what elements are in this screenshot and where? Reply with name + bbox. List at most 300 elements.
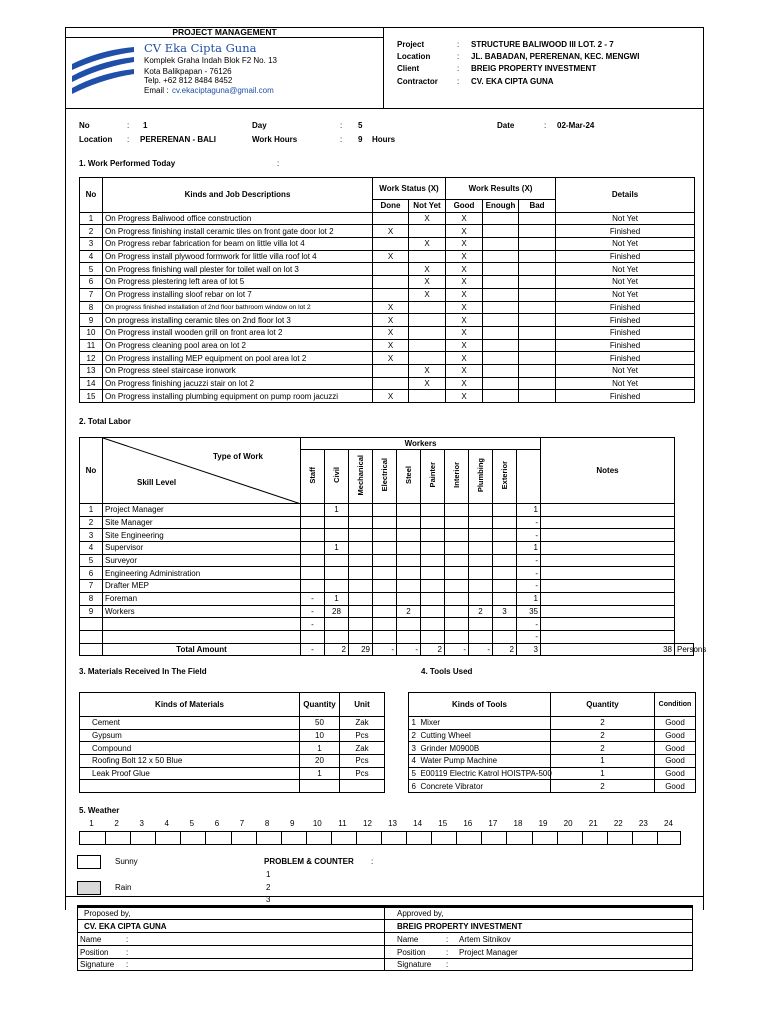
labor-col-label: Plumbing	[476, 458, 485, 493]
labor-row-cell	[445, 630, 469, 643]
work-row-not-yet: X	[409, 238, 446, 251]
weather-hour-label: 24	[664, 819, 673, 828]
work-row-bad	[519, 364, 556, 377]
work-header-kinds: Kinds and Job Descriptions	[103, 178, 373, 213]
work-row-bad	[519, 212, 556, 225]
company-email[interactable]: cv.ekaciptaguna@gmail.com	[172, 86, 274, 95]
labor-row-cell	[445, 504, 469, 517]
labor-row-no: 7	[80, 580, 103, 593]
work-row-desc: On progress finished installation of 2nd floor bathroom window on lot 2	[103, 301, 373, 314]
table-row	[80, 250, 695, 263]
work-row-not-yet	[409, 339, 446, 352]
material-unit: Zak	[340, 742, 385, 755]
weather-hour-cell[interactable]	[180, 832, 205, 844]
work-row-desc: On progress installing ceramic tiles on 2nd floor lot 3	[103, 314, 373, 327]
labor-row-cell: 3	[493, 605, 517, 618]
labor-row-cell	[445, 605, 469, 618]
labor-col-label: Civil	[332, 467, 341, 483]
labor-total-cell: 29	[349, 643, 373, 656]
labor-total-row	[80, 643, 694, 656]
labor-row-cell	[301, 504, 325, 517]
work-row-no: 4	[80, 250, 103, 263]
weather-hour-cell[interactable]	[557, 832, 582, 844]
work-row-good: X	[446, 250, 483, 263]
labor-col-label: Mechanical	[356, 454, 365, 496]
labor-row-no: 4	[80, 542, 103, 555]
labor-grand-total: 38	[541, 643, 675, 656]
work-row-desc: On Progress plestering left area of lot 5	[103, 276, 373, 289]
table-row	[80, 263, 695, 276]
work-header-results: Work Results (X)	[446, 178, 556, 200]
work-row-desc: On Progress finishing wall plester for toilet wall on lot 3	[103, 263, 373, 276]
work-row-bad	[519, 288, 556, 301]
labor-total-cell: 2	[421, 643, 445, 656]
material-qty: 50	[300, 717, 340, 730]
work-row-no: 6	[80, 276, 103, 289]
labor-row-notes	[541, 516, 675, 529]
labor-header-skill-label: Skill Level	[137, 478, 177, 487]
labor-row-cell	[493, 567, 517, 580]
labor-row-cell	[373, 605, 397, 618]
labor-header-row	[80, 438, 694, 450]
labor-total-cell: 2	[325, 643, 349, 656]
labor-row-cell	[421, 580, 445, 593]
proposed-colon: :	[126, 935, 129, 944]
work-row-detail: Finished	[556, 301, 695, 314]
work-row-good: X	[446, 339, 483, 352]
work-header-done: Done	[373, 200, 409, 213]
labor-row-no	[80, 618, 103, 631]
work-row-desc: On Progress cleaning pool area on lot 2	[103, 339, 373, 352]
labor-row-cell	[397, 516, 421, 529]
labor-row-name	[103, 618, 301, 631]
work-row-bad	[519, 250, 556, 263]
work-row-detail: Finished	[556, 352, 695, 365]
report-location: PERERENAN - BALI	[140, 135, 217, 144]
table-row	[80, 288, 695, 301]
table-row	[80, 225, 695, 238]
table-row	[80, 618, 694, 631]
company-email-label: Email :	[144, 86, 169, 95]
work-row-done: X	[373, 250, 409, 263]
labor-row-total: 35	[517, 605, 541, 618]
labor-col-label: Staff	[308, 466, 317, 484]
table-row	[80, 326, 695, 339]
approved-signature-label: Signature	[397, 960, 432, 969]
labor-row-cell	[301, 542, 325, 555]
labor-rows	[80, 504, 694, 644]
work-table	[79, 177, 695, 403]
materials-header-kinds: Kinds of Materials	[80, 693, 300, 717]
labor-total-unit: Persons	[675, 643, 694, 656]
labor-row-name: Foreman	[103, 592, 301, 605]
table-row	[80, 314, 695, 327]
labor-row-notes	[541, 618, 675, 631]
labor-row-cell	[373, 592, 397, 605]
labor-row-name: Project Manager	[103, 504, 301, 517]
labor-row-cell	[421, 592, 445, 605]
work-row-good: X	[446, 288, 483, 301]
proposed-signature-label: Signature	[80, 960, 115, 969]
labor-total-cell: -	[373, 643, 397, 656]
work-row-not-yet	[409, 352, 446, 365]
labor-col-label: Electrical	[380, 458, 389, 492]
material-unit	[340, 780, 385, 793]
tools-table	[408, 692, 696, 793]
weather-legend-sunny-box	[77, 855, 101, 869]
labor-row-cell	[421, 554, 445, 567]
approved-colon: :	[446, 960, 449, 969]
work-row-good: X	[446, 225, 483, 238]
weather-hour-cell[interactable]	[381, 832, 406, 844]
work-row-bad	[519, 326, 556, 339]
work-row-not-yet: X	[409, 212, 446, 225]
weather-hour-cell[interactable]	[406, 832, 431, 844]
labor-row-cell	[469, 516, 493, 529]
report-no-label: No	[79, 121, 90, 130]
weather-hour-label: 4	[164, 819, 169, 828]
weather-hour-cell[interactable]	[607, 832, 632, 844]
material-name: Roofing Bolt 12 x 50 Blue	[80, 755, 300, 768]
labor-row-cell	[421, 630, 445, 643]
material-qty: 20	[300, 755, 340, 768]
weather-hour-cell[interactable]	[80, 832, 105, 844]
weather-hour-label: 11	[338, 819, 347, 828]
weather-grid	[79, 831, 681, 845]
labor-row-cell: 2	[397, 605, 421, 618]
material-qty: 1	[300, 742, 340, 755]
weather-hour-cell[interactable]	[306, 832, 331, 844]
labor-row-no: 1	[80, 504, 103, 517]
labor-total-cell: 3	[517, 643, 541, 656]
work-row-bad	[519, 352, 556, 365]
tool-qty: 2	[551, 742, 655, 755]
weather-hour-label: 2	[114, 819, 119, 828]
work-row-good: X	[446, 377, 483, 390]
work-row-no: 8	[80, 301, 103, 314]
weather-hour-label: 16	[463, 819, 473, 828]
labor-row-cell	[325, 618, 349, 631]
weather-hour-cell[interactable]	[205, 832, 230, 844]
labor-row-cell	[493, 618, 517, 631]
work-row-enough	[483, 326, 519, 339]
labor-total-cell: 2	[493, 643, 517, 656]
proposed-position-label: Position	[80, 948, 109, 957]
work-row-bad	[519, 390, 556, 403]
labor-row-name: Site Engineering	[103, 529, 301, 542]
table-row	[80, 742, 385, 755]
tool-qty: 2	[551, 729, 655, 742]
table-row	[80, 567, 694, 580]
labor-row-cell	[301, 529, 325, 542]
weather-hour-cell[interactable]	[632, 832, 657, 844]
tool-no: 6	[409, 780, 419, 793]
weather-hour-cell[interactable]	[356, 832, 381, 844]
labor-row-total: 1	[517, 542, 541, 555]
weather-hour-label: 20	[563, 819, 573, 828]
info-label-contractor: Contractor	[397, 77, 438, 86]
work-row-no: 5	[80, 263, 103, 276]
materials-table	[79, 692, 385, 793]
labor-row-cell: -	[301, 605, 325, 618]
approved-position[interactable]: Project Manager	[459, 948, 518, 957]
labor-row-notes	[541, 580, 675, 593]
report-no: 1	[143, 121, 148, 130]
labor-row-cell	[325, 567, 349, 580]
work-row-desc: On Progress Baliwood office construction	[103, 212, 373, 225]
weather-hour-label: 6	[214, 819, 220, 828]
report-colon: :	[340, 121, 343, 130]
labor-row-cell	[469, 618, 493, 631]
labor-row-cell	[469, 529, 493, 542]
table-row	[409, 780, 696, 793]
table-row	[409, 717, 696, 730]
table-row	[80, 755, 385, 768]
labor-row-total: -	[517, 618, 541, 631]
work-row-bad	[519, 339, 556, 352]
info-colon: :	[457, 40, 460, 49]
table-row	[80, 592, 694, 605]
work-row-no: 1	[80, 212, 103, 225]
weather-hour-cell[interactable]	[155, 832, 180, 844]
work-row-good: X	[446, 263, 483, 276]
labor-row-cell	[493, 516, 517, 529]
work-header-not-yet: Not Yet	[409, 200, 446, 213]
work-row-enough	[483, 390, 519, 403]
work-row-done: X	[373, 301, 409, 314]
labor-row-cell	[445, 618, 469, 631]
proposed-colon: :	[126, 960, 129, 969]
info-value-contractor: CV. EKA CIPTA GUNA	[471, 77, 554, 86]
work-row-good: X	[446, 364, 483, 377]
weather-hour-cell[interactable]	[456, 832, 481, 844]
work-row-detail: Not Yet	[556, 377, 695, 390]
approved-caption: Approved by,	[397, 909, 444, 918]
info-value-project: STRUCTURE BALIWOOD III LOT. 2 - 7	[471, 40, 614, 49]
work-row-detail: Not Yet	[556, 364, 695, 377]
report-hours-label: Work Hours	[252, 135, 298, 144]
approved-company: BREIG PROPERTY INVESTMENT	[397, 922, 523, 931]
labor-row-cell	[325, 516, 349, 529]
weather-hour-cell[interactable]	[506, 832, 531, 844]
info-label-location: Location	[397, 52, 431, 61]
material-name: Gypsum	[80, 729, 300, 742]
labor-row-notes	[541, 554, 675, 567]
tool-no: 2	[409, 729, 419, 742]
labor-row-name	[103, 630, 301, 643]
work-row-no: 15	[80, 390, 103, 403]
weather-hour-cell[interactable]	[281, 832, 306, 844]
labor-table	[79, 437, 707, 656]
work-rows	[80, 212, 695, 402]
table-row	[80, 504, 694, 517]
labor-col-exterior	[493, 450, 517, 504]
work-row-detail: Finished	[556, 326, 695, 339]
tool-name: Water Pump Machine	[419, 755, 551, 768]
report-hours: 9	[358, 135, 363, 144]
table-row	[80, 580, 694, 593]
problem-colon: :	[371, 857, 374, 866]
work-row-enough	[483, 288, 519, 301]
signoff-row-rule	[77, 919, 693, 920]
material-name: Cement	[80, 717, 300, 730]
work-row-good: X	[446, 276, 483, 289]
work-row-detail: Finished	[556, 250, 695, 263]
labor-row-cell	[397, 542, 421, 555]
weather-hour-cell[interactable]	[582, 832, 607, 844]
labor-total-cell: -	[301, 643, 325, 656]
labor-row-cell: -	[301, 618, 325, 631]
table-row	[80, 301, 695, 314]
labor-row-cell	[469, 504, 493, 517]
tool-condition: Good	[655, 729, 696, 742]
header-diagonal	[103, 438, 301, 504]
labor-row-cell	[373, 618, 397, 631]
material-unit: Pcs	[340, 755, 385, 768]
labor-col-label: Painter	[428, 462, 437, 488]
weather-legend-rain-label: Rain	[115, 883, 132, 892]
material-name: Compound	[80, 742, 300, 755]
materials-header-row	[80, 693, 385, 717]
labor-row-cell	[373, 630, 397, 643]
labor-row-cell	[349, 618, 373, 631]
work-row-done: X	[373, 314, 409, 327]
table-row	[80, 717, 385, 730]
report-day: 5	[358, 121, 363, 130]
labor-row-notes	[541, 542, 675, 555]
page-border-right	[703, 109, 704, 910]
labor-row-no: 8	[80, 592, 103, 605]
table-row	[80, 729, 385, 742]
labor-row-cell	[373, 542, 397, 555]
signoff-row-rule	[77, 932, 693, 933]
labor-row-cell	[397, 567, 421, 580]
report-colon: :	[544, 121, 547, 130]
labor-row-cell	[373, 529, 397, 542]
labor-row-cell	[349, 630, 373, 643]
work-header-status: Work Status (X)	[373, 178, 446, 200]
work-row-detail: Not Yet	[556, 288, 695, 301]
labor-row-name: Engineering Administration	[103, 567, 301, 580]
labor-col-interior	[445, 450, 469, 504]
tools-header-condition: Condition	[655, 693, 696, 717]
work-row-done	[373, 212, 409, 225]
page-border-left	[65, 109, 66, 910]
weather-hour-label: 18	[513, 819, 523, 828]
tools-section-title: 4. Tools Used	[421, 667, 473, 676]
header-title: PROJECT MANAGEMENT	[172, 27, 277, 37]
material-unit: Pcs	[340, 767, 385, 780]
labor-row-cell	[469, 580, 493, 593]
labor-row-no: 5	[80, 554, 103, 567]
table-row	[80, 238, 695, 251]
labor-row-no: 6	[80, 567, 103, 580]
weather-hour-label: 14	[413, 819, 423, 828]
labor-row-cell	[421, 529, 445, 542]
work-row-bad	[519, 225, 556, 238]
table-row	[80, 630, 694, 643]
labor-row-cell	[445, 542, 469, 555]
table-row	[80, 339, 695, 352]
tool-condition: Good	[655, 755, 696, 768]
work-row-desc: On Progress install plywood formwork for little villa roof lot 4	[103, 250, 373, 263]
labor-row-cell: -	[301, 592, 325, 605]
weather-hour-cell[interactable]	[331, 832, 356, 844]
work-row-done: X	[373, 352, 409, 365]
labor-row-total: -	[517, 516, 541, 529]
work-row-no: 14	[80, 377, 103, 390]
work-row-bad	[519, 301, 556, 314]
labor-row-cell: 1	[325, 592, 349, 605]
work-row-good: X	[446, 301, 483, 314]
material-name: Leak Proof Glue	[80, 767, 300, 780]
labor-col-plumbing	[469, 450, 493, 504]
work-section-title: 1. Work Performed Today	[79, 159, 176, 168]
weather-hour-cell[interactable]	[231, 832, 256, 844]
labor-col-steel	[397, 450, 421, 504]
labor-row-cell: 28	[325, 605, 349, 618]
labor-row-cell	[301, 567, 325, 580]
labor-row-cell	[469, 630, 493, 643]
problem-item-3: 3	[266, 895, 271, 904]
approved-name[interactable]: Artem Sitnikov	[459, 935, 511, 944]
work-row-done: X	[373, 339, 409, 352]
labor-col-label: Steel	[404, 466, 413, 485]
work-row-enough	[483, 212, 519, 225]
company-address-1: Komplek Graha Indah Blok F2 No. 13	[144, 56, 277, 65]
proposed-name-label: Name	[80, 935, 102, 944]
labor-row-cell	[445, 592, 469, 605]
weather-hour-cell[interactable]	[256, 832, 281, 844]
labor-row-cell	[493, 592, 517, 605]
labor-row-cell	[421, 605, 445, 618]
work-row-no: 7	[80, 288, 103, 301]
company-address-2: Kota Balikpapan - 76126	[144, 67, 232, 76]
weather-hour-label: 12	[363, 819, 372, 828]
weather-hour-cell[interactable]	[532, 832, 557, 844]
labor-row-cell	[493, 504, 517, 517]
weather-hour-cell[interactable]	[431, 832, 456, 844]
labor-header-type	[103, 438, 301, 504]
work-row-not-yet	[409, 225, 446, 238]
work-row-detail: Not Yet	[556, 238, 695, 251]
labor-row-name: Surveyor	[103, 554, 301, 567]
weather-hour-cell[interactable]	[105, 832, 130, 844]
weather-hour-label: 8	[264, 819, 270, 828]
labor-header-workers: Workers	[301, 438, 541, 450]
labor-row-name: Workers	[103, 605, 301, 618]
labor-row-no	[80, 630, 103, 643]
tool-name: Concrete Vibrator	[419, 780, 551, 793]
labor-row-cell	[325, 580, 349, 593]
labor-row-no: 2	[80, 516, 103, 529]
work-row-desc: On Progress installing plumbing equipment on pump room jacuzzi	[103, 390, 373, 403]
labor-row-cell	[373, 516, 397, 529]
labor-row-cell	[493, 630, 517, 643]
labor-row-name: Supervisor	[103, 542, 301, 555]
work-row-desc: On Progress steel staircase ironwork	[103, 364, 373, 377]
report-hours-unit: Hours	[372, 135, 396, 144]
weather-hour-cell[interactable]	[657, 832, 682, 844]
tools-header-kinds: Kinds of Tools	[409, 693, 551, 717]
work-row-good: X	[446, 326, 483, 339]
weather-hour-cell[interactable]	[481, 832, 506, 844]
material-unit: Zak	[340, 717, 385, 730]
weather-hour-cell[interactable]	[130, 832, 155, 844]
labor-row-cell	[349, 516, 373, 529]
proposed-caption: Proposed by,	[84, 909, 131, 918]
table-row	[80, 377, 695, 390]
